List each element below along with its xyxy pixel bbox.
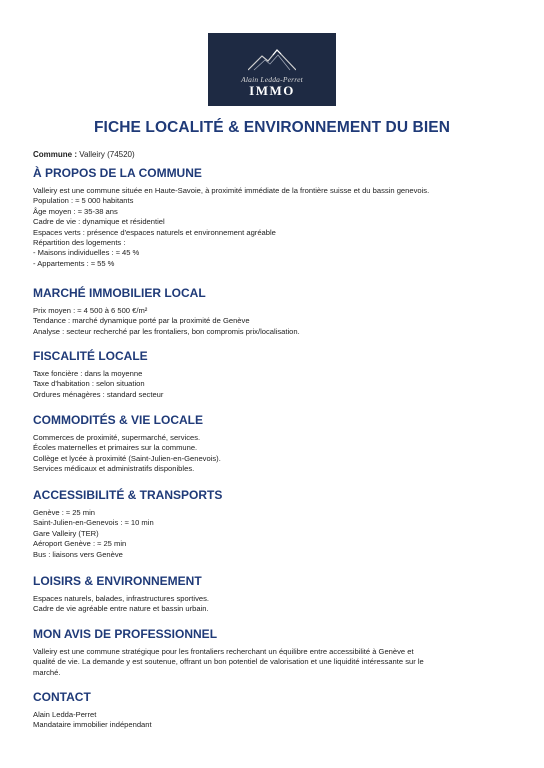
section-text-line: Tendance : marché dynamique porté par la proximité de Genève [33,316,250,326]
section-text-line: marché. [33,667,61,677]
section-text-line: Bus : liaisons vers Genève [33,549,123,559]
section-heading: FISCALITÉ LOCALE [33,349,148,363]
commune-line [33,150,135,159]
section-text-line: - Appartements : ≈ 55 % [33,258,115,268]
section-text-line: Analyse : secteur recherché par les frontaliers, bon compromis prix/localisation. [33,326,300,336]
section-text-line: Espaces naturels, balades, infrastructures sportives. [33,594,210,603]
section-text-line: Cadre de vie agréable entre nature et bassin urbain. [33,604,209,614]
section-text-line: qualité de vie. La demande y est soutenue, offrant un bon potentiel de valorisation et une liquidité intéressante sur le [33,657,424,667]
section-leisure [33,574,513,615]
section-professional-opinion [33,627,513,678]
section-about-commune [33,166,513,269]
commune-value: Valleiry (74520) [79,150,135,159]
logo-script-name: Alain Ledda-Perret [241,75,303,84]
section-text-line: Répartition des logements : [33,238,126,248]
section-text-line: Genève : ≈ 25 min [33,508,95,517]
section-text-line: Alain Ledda-Perret [33,710,97,719]
section-text-line: - Maisons individuelles : ≈ 45 % [33,248,140,258]
section-text-line: Population : ≈ 5 000 habitants [33,196,134,206]
section-text-line: Espaces verts : présence d'espaces naturels et environnement agréable [33,227,276,237]
section-text-line: Cadre de vie : dynamique et résidentiel [33,217,165,227]
section-text-line: Ordures ménagères : standard secteur [33,389,164,399]
section-text-line: Âge moyen : ≈ 35-38 ans [33,206,118,216]
mountain-icon [248,42,296,72]
section-text-line: Gare Valleiry (TER) [33,528,99,538]
section-heading: MON AVIS DE PROFESSIONNEL [33,627,218,641]
page-title: FICHE LOCALITÉ & ENVIRONNEMENT DU BIEN [93,119,450,136]
section-text-line: Valleiry est une commune stratégique pour les frontaliers recherchant un équilibre entre accessibilité à Genève et [33,647,414,656]
brand-logo [208,33,336,106]
section-heading: COMMODITÉS & VIE LOCALE [33,413,204,427]
section-text-line: Mandataire immobilier indépendant [33,720,152,730]
section-text-line: Écoles maternelles et primaires sur la commune. [33,443,198,453]
section-amenities [33,413,513,475]
section-local-taxes [33,349,513,400]
section-text-line: Collège et lycée à proximité (Saint-Julien-en-Genevois). [33,453,221,463]
section-text-line: Taxe foncière : dans la moyenne [33,369,143,378]
section-heading: LOISIRS & ENVIRONNEMENT [33,574,202,588]
section-accessibility [33,488,513,560]
section-text-line: Taxe d'habitation : selon situation [33,379,145,389]
section-heading: ACCESSIBILITÉ & TRANSPORTS [33,488,223,502]
section-text-line: Commerces de proximité, supermarché, services. [33,433,201,442]
section-text-line: Prix moyen : ≈ 4 500 à 6 500 €/m² [33,306,148,315]
logo-brand-text: IMMO [249,83,295,98]
section-text-line: Aéroport Genève : ≈ 25 min [33,539,127,549]
commune-label: Commune : [33,150,77,159]
section-heading: CONTACT [33,690,91,704]
section-heading: MARCHÉ IMMOBILIER LOCAL [33,286,206,300]
section-heading: À PROPOS DE LA COMMUNE [33,166,202,180]
section-text-line: Services médicaux et administratifs disponibles. [33,464,195,474]
section-text-line: Saint-Julien-en-Genevois : ≈ 10 min [33,518,154,528]
section-contact [33,690,513,731]
section-text-line: Valleiry est une commune située en Haute-Savoie, à proximité immédiate de la frontière suisse et du bassin genevois. [33,186,430,195]
section-real-estate-market [33,286,513,337]
